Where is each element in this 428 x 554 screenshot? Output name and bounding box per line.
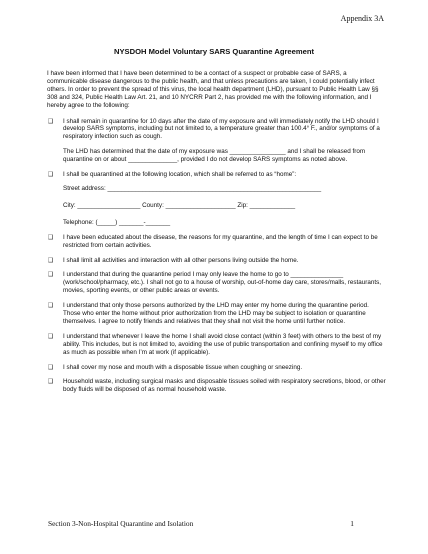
checkbox-icon: ❑ <box>48 117 54 125</box>
item-text: I understand that during the quarantine period I may only leave the home to go to _______________ (work/school/pharmacy, etc.). I shall not go to a house of worship, out-of-home day care, stores/malls, restaurants, movies, sporting events, or other public areas or events. <box>63 271 382 295</box>
agreement-body <box>47 70 387 401</box>
appendix-label: Appendix 3A <box>340 14 384 23</box>
item-text: I understand that whenever I leave the home I shall avoid close contact (within 3 feet) with others to the best of my ability. This includes, but is not limited to, avoiding the use of public transportation and confining myself to my office as much as possible when I’m at work (if applicable). <box>63 332 383 356</box>
checkbox-icon: ❑ <box>48 363 54 371</box>
list-item-avoid-contact <box>47 333 387 357</box>
list-item-quarantine-location <box>47 171 387 227</box>
checkbox-icon: ❑ <box>48 271 54 279</box>
checkbox-icon: ❑ <box>48 332 54 340</box>
list-item-cover-nose <box>47 364 387 372</box>
list-item-household-waste <box>47 378 387 394</box>
list-item-limit-activities <box>47 257 387 265</box>
item-text-exposure-date: The LHD has determined that the date of my exposure was ________________ and I shall be released from quarantine on or about ______________, provided I do not develop SARS symptoms as noted above. <box>63 148 366 164</box>
list-item-authorized-persons <box>47 302 387 326</box>
item-text: I shall remain in quarantine for 10 days after the date of my exposure and will immediately notify the LHD should I develop SARS symptoms, including but not limited to, a temperature greater than 100.4° F., and/or symptoms of a respiratory infection such as cough. <box>63 117 380 141</box>
item-text: I shall be quarantined at the following location, which shall be referred to as “home”: <box>63 171 297 179</box>
checkbox-icon: ❑ <box>48 233 54 241</box>
item-text: I shall limit all activities and interaction with all other persons living outside the home. <box>63 256 299 264</box>
city-county-zip-field: City: __________________ County: ____________________ Zip: _____________ <box>63 201 296 209</box>
checkbox-icon: ❑ <box>48 378 54 386</box>
item-text: I shall cover my nose and mouth with a disposable tissue when coughing or sneezing. <box>63 363 303 371</box>
page-footer <box>48 519 354 528</box>
intro-paragraph: I have been informed that I have been determined to be a contact of a suspect or probable case of SARS, a communicable disease dangerous to the public health, and that unless precautions are taken, I could potentially infect others. In order to prevent the spread of this virus, the local health department (LHD), pursuant to Public Health Law §§ 308 and 324, Public Health Law Art. 21, and 10 NYCRR Part 2, has provided me with the following information, and I hereby agree to the following: <box>47 70 379 109</box>
checkbox-icon: ❑ <box>48 302 54 310</box>
item-text: Household waste, including surgical masks and disposable tissues soiled with respiratory secretions, blood, or other body fluids will be disposed of as normal household waste. <box>63 378 386 394</box>
page-number: 1 <box>350 519 354 528</box>
item-text: I understand that only those persons authorized by the LHD may enter my home during the quarantine period. Those who enter the home without prior authorization from the LHD may be subject to isolation or quarantine themselves. I agree to notify friends and relatives that they shall not visit the home until further notice. <box>63 302 369 325</box>
checkbox-icon: ❑ <box>48 256 54 264</box>
checkbox-icon: ❑ <box>48 171 54 179</box>
list-item-leave-home <box>47 271 387 295</box>
list-item-educated <box>47 234 387 250</box>
item-text: I have been educated about the disease, the reasons for my quarantine, and the length of time I can expect to be restricted from certain activities. <box>63 233 378 249</box>
street-address-field: Street address: _____________________________________________________________ <box>63 184 322 192</box>
telephone-field: Telephone: (_____) _______-_______ <box>63 218 171 226</box>
document-title: NYSDOH Model Voluntary SARS Quarantine Agreement <box>114 47 314 56</box>
footer-section-title: Section 3-Non-Hospital Quarantine and Isolation <box>48 519 194 528</box>
list-item-quarantine-duration <box>47 118 387 165</box>
